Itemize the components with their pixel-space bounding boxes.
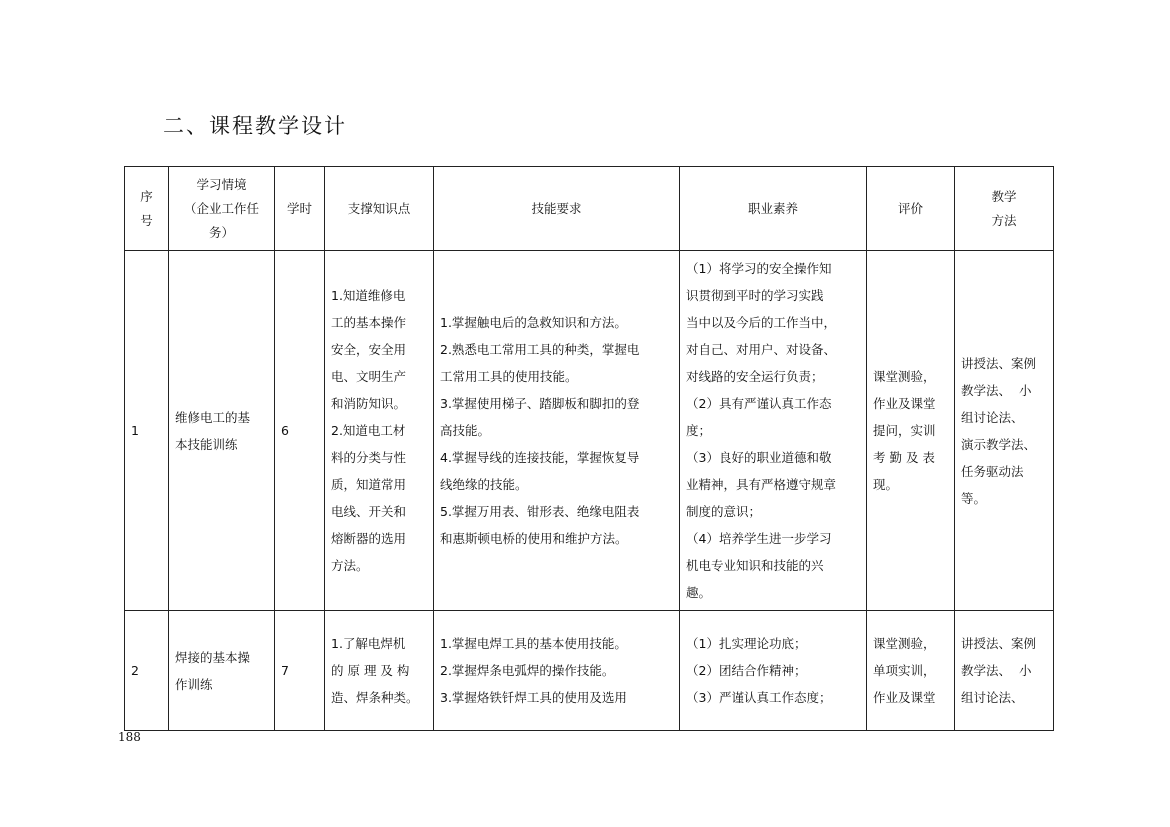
- header-seq: 序 号: [125, 167, 169, 251]
- page-number: 188: [118, 730, 141, 744]
- header-knowledge: 支撑知识点: [325, 167, 434, 251]
- row-method: 讲授法、案例 教学法、 小 组讨论法、: [955, 611, 1054, 731]
- header-evaluation: 评价: [867, 167, 955, 251]
- section-title: 二、课程教学设计: [163, 114, 347, 138]
- row-skills: 1.掌握电焊工具的基本使用技能。 2.掌握焊条电弧焊的操作技能。 3.掌握烙铁钎焊工具的使用及选用: [434, 611, 680, 731]
- header-hours: 学时: [275, 167, 325, 251]
- curriculum-table: [124, 166, 1054, 731]
- row-qualities: （1）扎实理论功底； （2）团结合作精神； （3）严谨认真工作态度；: [680, 611, 867, 731]
- row-seq: 1: [125, 251, 169, 611]
- table-row: [125, 611, 1054, 731]
- header-skills: 技能要求: [434, 167, 680, 251]
- row-seq: 2: [125, 611, 169, 731]
- row-knowledge: 1.知道维修电 工的基本操作 安全，安全用 电、文明生产 和消防知识。 2.知道电工材 料的分类与性 质，知道常用 电线、开关和 熔断器的选用 方法。: [325, 251, 434, 611]
- row-hours: 6: [275, 251, 325, 611]
- row-hours: 7: [275, 611, 325, 731]
- curriculum-table-container: [124, 166, 1053, 705]
- row-scenario: 焊接的基本操 作训练: [169, 611, 275, 731]
- row-qualities: （1）将学习的安全操作知 识贯彻到平时的学习实践 当中以及今后的工作当中， 对自己、对用户、对设备、 对线路的安全运行负责； （2）具有严谨认真工作态 度； （3）良好的职业道德和敬 业精神，具有严格遵守规章 制度的意识； （4）培养学生进一步学习 机电专业知识和技能的兴 趣。: [680, 251, 867, 611]
- row-evaluation: 课堂测验， 单项实训， 作业及课堂: [867, 611, 955, 731]
- row-skills: 1.掌握触电后的急救知识和方法。 2.熟悉电工常用工具的种类，掌握电 工常用工具的使用技能。 3.掌握使用梯子、踏脚板和脚扣的登 高技能。 4.掌握导线的连接技能，掌握恢复导 线绝缘的技能。 5.掌握万用表、钳形表、绝缘电阻表 和惠斯顿电桥的使用和维护方法。: [434, 251, 680, 611]
- header-scenario: 学习情境 （企业工作任 务）: [169, 167, 275, 251]
- header-qualities: 职业素养: [680, 167, 867, 251]
- row-scenario: 维修电工的基 本技能训练: [169, 251, 275, 611]
- table-row: [125, 251, 1054, 611]
- row-knowledge: 1.了解电焊机 的 原 理 及 构 造、焊条种类。: [325, 611, 434, 731]
- table-header-row: [125, 167, 1054, 251]
- row-method: 讲授法、案例 教学法、 小 组讨论法、 演示教学法、 任务驱动法 等。: [955, 251, 1054, 611]
- row-evaluation: 课堂测验， 作业及课堂 提问，实训 考 勤 及 表 现。: [867, 251, 955, 611]
- header-method: 教学 方法: [955, 167, 1054, 251]
